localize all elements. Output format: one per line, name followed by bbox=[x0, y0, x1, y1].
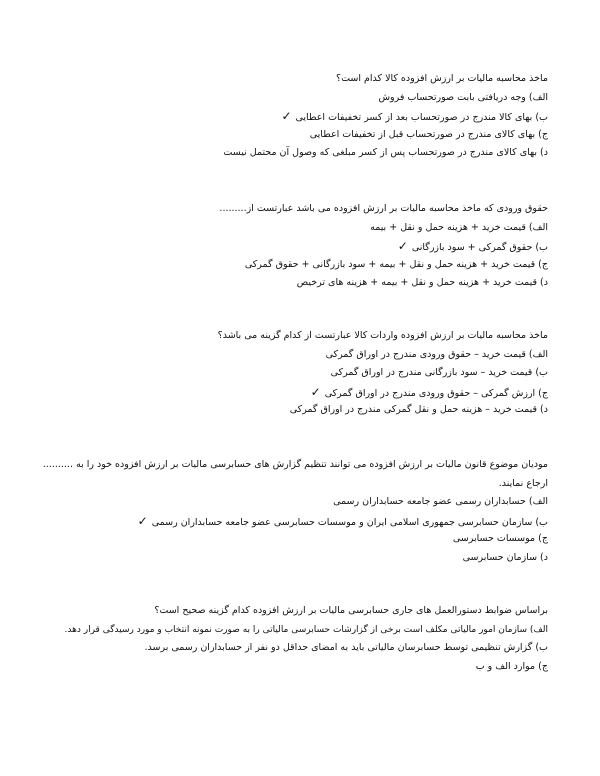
option-text: ب) حقوق گمرکی + سود بازرگانی bbox=[411, 242, 548, 253]
option-alef bbox=[38, 346, 548, 365]
option-text: ج) موسسات حسابرسی bbox=[452, 533, 548, 544]
option-text: د) سازمان حسابرسی bbox=[462, 551, 548, 563]
option-text: ج) ارزش گمرکی – حقوق ورودی مندرج در اوراق گمرکی bbox=[324, 387, 548, 399]
option-text: الف) قیمت خرید – حقوق ورودی مندرج در اوراق گمرکی bbox=[325, 348, 548, 360]
option-alef bbox=[38, 621, 548, 640]
option-dal bbox=[38, 144, 548, 163]
option-alef bbox=[38, 89, 548, 108]
option-text: د) قیمت خرید – هزینه حمل و نقل گمرکی مندرج در اوراق گمرکی bbox=[289, 404, 548, 415]
option-text: ب) گزارش تنظیمی توسط حسابرسان مالیاتی باید به امضای حداقل دو نفر از حسابداران رسمی برسد. bbox=[144, 642, 548, 653]
question-stem: ماخذ محاسبه مالیات بر ارزش افزوده کالا کدام است؟ bbox=[336, 73, 548, 84]
option-text: ج) قیمت خرید + هزینه حمل و نقل + بیمه + سود بازرگانی + حقوق گمرکی bbox=[244, 258, 548, 270]
check-mark-icon: ✓ bbox=[310, 384, 321, 399]
question-4 bbox=[38, 456, 548, 567]
option-text: ج) موارد الف و ب bbox=[475, 660, 548, 672]
option-text: ج) بهای کالای مندرج در صورتحساب قبل از تخفیفات اعطایی bbox=[309, 128, 548, 140]
option-text: الف) وجه دریافتی بابت صورتحساب فروش bbox=[378, 91, 548, 103]
option-dal bbox=[38, 274, 548, 293]
option-alef bbox=[38, 493, 548, 512]
question-1 bbox=[38, 70, 548, 163]
option-be bbox=[38, 639, 548, 658]
option-jim bbox=[38, 383, 548, 402]
question-3 bbox=[38, 327, 548, 420]
question-stem: براساس ضوابط دستورالعمل های جاری حسابرسی مالیات بر ارزش افزوده کدام گزینه صحیح است؟ bbox=[154, 605, 548, 616]
option-jim bbox=[38, 256, 548, 275]
question-stem: حقوق ورودی که ماخذ محاسبه مالیات بر ارزش افزوده می باشد عبارتست از......... bbox=[219, 203, 548, 214]
option-text: د) قیمت خرید + هزینه حمل و نقل + بیمه + هزینه های ترخیص bbox=[296, 277, 548, 288]
option-be bbox=[38, 237, 548, 256]
option-text: الف) سازمان امور مالیاتی مکلف است برخی از گزارشات حسابرسی مالیاتی را به صورت نمونه انتخاب و مورد رسیدگی قرار دهد. bbox=[64, 624, 548, 635]
option-text: ب) قیمت خرید – سود بازرگانی مندرج در اوراق گمرکی bbox=[330, 367, 548, 378]
question-5 bbox=[38, 602, 548, 676]
option-jim bbox=[38, 530, 548, 549]
question-stem: مودیان موضوع قانون مالیات بر ارزش افزوده می توانند تنظیم گزارش های حسابرسی مالیات بر ارزش افزوده خود را به .......... ارجاع نمایند. bbox=[42, 459, 548, 489]
option-jim bbox=[38, 658, 548, 677]
check-mark-icon: ✓ bbox=[137, 513, 148, 528]
option-alef bbox=[38, 219, 548, 238]
option-dal bbox=[38, 401, 548, 420]
option-text: ب) بهای کالا مندرج در صورتحساب بعد از کسر تخفیفات اعطایی bbox=[295, 112, 548, 123]
check-mark-icon: ✓ bbox=[397, 239, 408, 253]
option-text: د) بهای کالای مندرج در صورتحساب پس از کسر مبلغی که وصول آن محتمل نیست bbox=[223, 147, 548, 158]
option-be bbox=[38, 512, 548, 531]
check-mark-icon: ✓ bbox=[281, 109, 292, 123]
option-be bbox=[38, 364, 548, 383]
option-be bbox=[38, 107, 548, 126]
option-jim bbox=[38, 126, 548, 145]
option-text: ب) سازمان حسابرسی جمهوری اسلامی ایران و موسسات حسابرسی عضو جامعه حسابداران رسمی bbox=[151, 516, 548, 528]
option-dal bbox=[38, 549, 548, 568]
question-stem: ماخذ محاسبه مالیات بر ارزش افزوده واردات کالا عبارتست از کدام گزینه می باشد؟ bbox=[217, 330, 548, 341]
option-text: الف) حسابداران رسمی عضو جامعه حسابداران رسمی bbox=[333, 496, 548, 507]
question-2 bbox=[38, 200, 548, 293]
option-text: الف) قیمت خرید + هزینه حمل و نقل + بیمه bbox=[370, 221, 548, 233]
